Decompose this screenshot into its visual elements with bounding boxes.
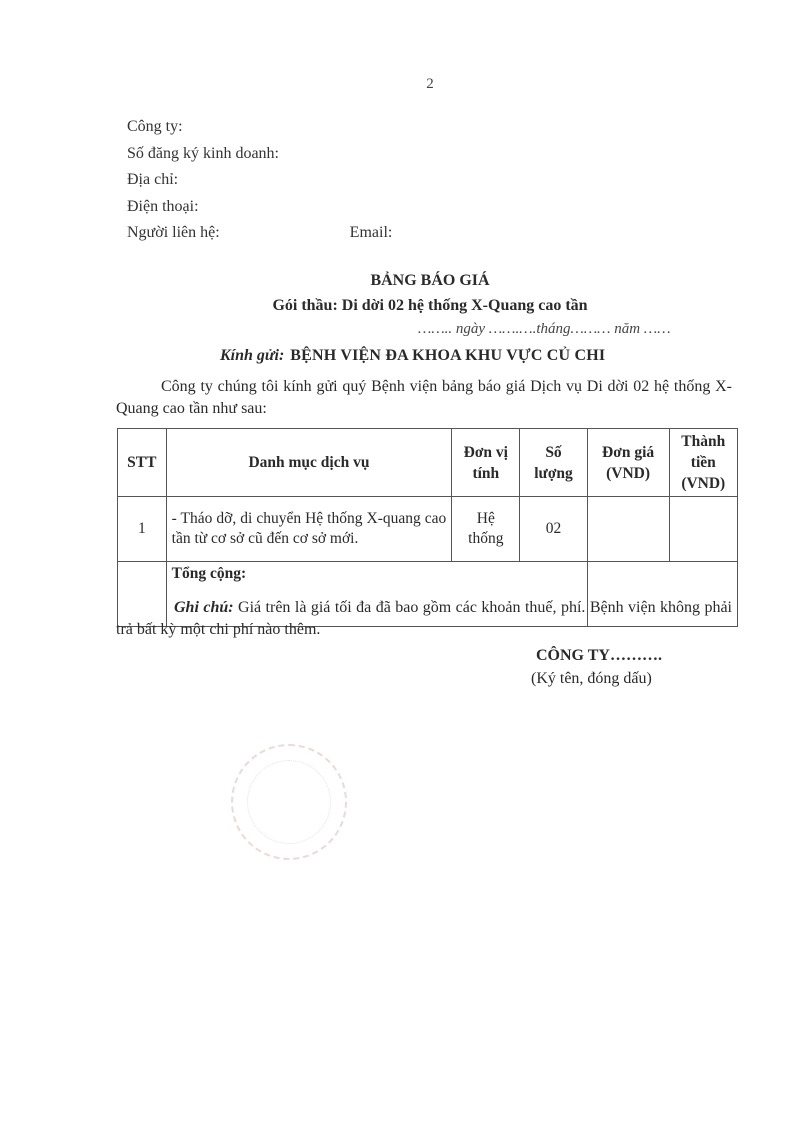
recipient-line [220, 347, 605, 365]
header-service: Danh mục dịch vụ [166, 429, 452, 497]
table-header-row [118, 429, 738, 497]
cell-unit-price [587, 497, 669, 562]
recipient-value: BỆNH VIỆN ĐA KHOA KHU VỰC CỦ CHI [290, 347, 606, 364]
contact-person-field: Người liên hệ: [127, 224, 220, 241]
header-quantity: Số lượng [520, 429, 587, 497]
note-paragraph [116, 597, 732, 641]
document-subtitle: Gói thầu: Di dời 02 hệ thống X-Quang cao tần [272, 297, 588, 314]
email-field: Email: [349, 224, 393, 241]
faded-stamp [231, 744, 347, 860]
contact-row [127, 220, 392, 247]
note-label: Ghi chú: [174, 599, 234, 616]
header-stt: STT [118, 429, 167, 497]
table-row [118, 497, 738, 562]
recipient-label: Kính gửi: [220, 347, 285, 364]
header-unit-price: Đơn giá (VND) [587, 429, 669, 497]
note-text: Giá trên là giá tối đa đã bao gồm các khoản thuế, phí. Bệnh viện không phải trả bất kỳ một chi phí nào thêm. [116, 599, 733, 638]
page-number: 2 [426, 76, 434, 92]
company-info-fields [127, 114, 392, 247]
header-unit: Đơn vị tính [452, 429, 520, 497]
cell-total [669, 497, 737, 562]
document-title: BẢNG BÁO GIÁ [370, 272, 490, 289]
cell-unit: Hệ thống [452, 497, 520, 562]
intro-paragraph: Công ty chúng tôi kính gửi quý Bệnh viện bảng báo giá Dịch vụ Di dời 02 hệ thống X-Quang cao tần như sau: [116, 378, 732, 417]
header-total: Thành tiền (VND) [669, 429, 737, 497]
company-field: Công ty: [127, 118, 183, 135]
date-line: …….. ngày …….….tháng……… năm …… [418, 321, 671, 337]
cell-quantity: 02 [520, 497, 587, 562]
address-field: Địa chỉ: [127, 171, 179, 188]
signature-note: (Ký tên, đóng dấu) [531, 670, 652, 687]
business-registration-field: Số đăng ký kinh doanh: [127, 144, 279, 162]
total-label: Tổng cộng: [166, 562, 587, 627]
cell-service: - Tháo dỡ, di chuyển Hệ thống X-quang cao tần từ cơ sở cũ đến cơ sở mới. [166, 497, 452, 562]
cell-stt: 1 [118, 497, 167, 562]
phone-field: Điện thoại: [127, 197, 199, 215]
signature-title: CÔNG TY………. [536, 647, 662, 664]
